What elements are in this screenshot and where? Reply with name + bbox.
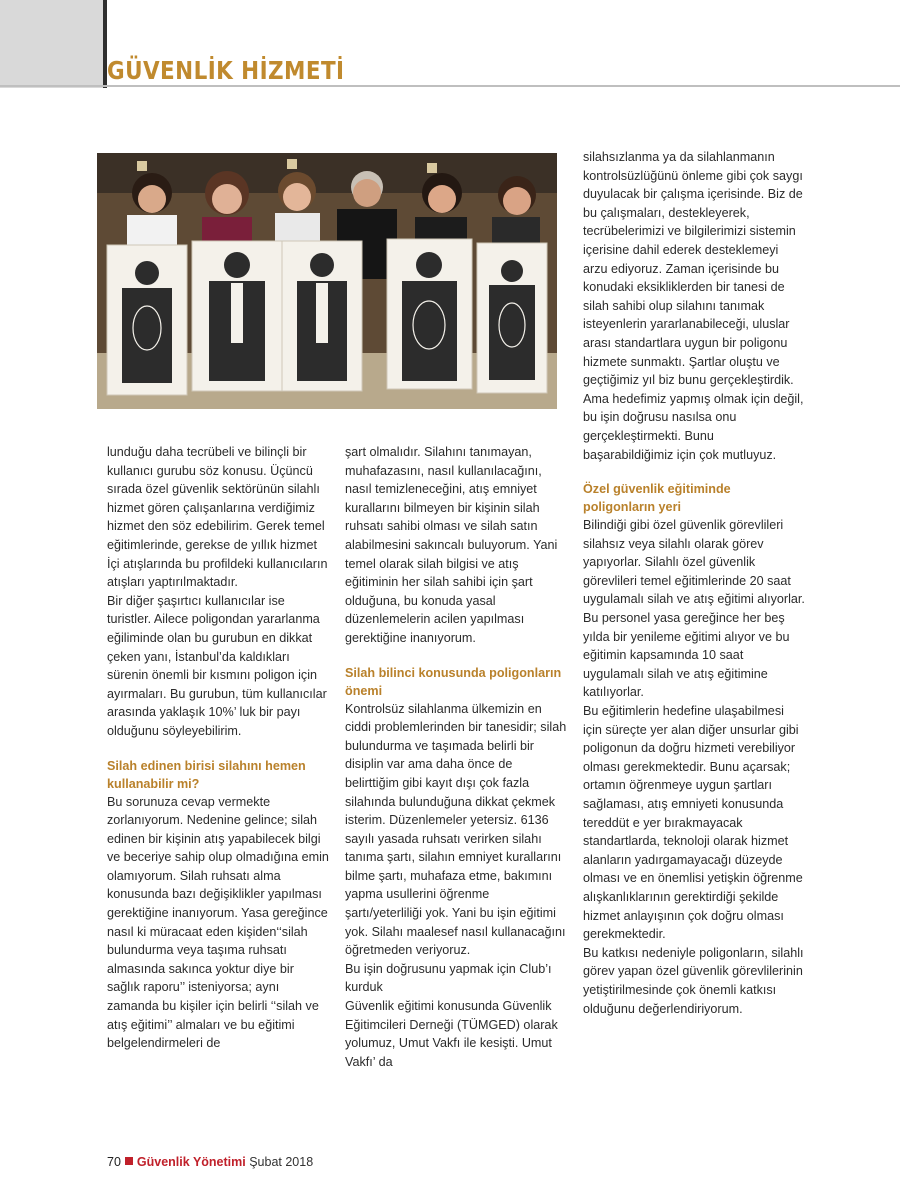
- paragraph: Bu işin doğrusunu yapmak için Club’ı kurduk: [345, 961, 552, 995]
- magazine-name: Güvenlik Yönetimi: [136, 1155, 246, 1169]
- header-gray-block: [0, 0, 103, 88]
- header-horizontal-rule: [0, 85, 900, 87]
- paragraph: Bir diğer şaşırtıcı kullanıcılar ise turistler. Ailece poligondan yararlanma eğiliminde olan bu gurubun en dikkat çeken yanı, İstanbul’da kaldıkları sürenin önemli bir kısmını poligon için ayırmaları. Bu gurubun, tüm kullanıcılar arasında yaklaşık 10%’ luk bir payı olduğunu söyleyebilirim.: [107, 593, 327, 738]
- paragraph: Bu eğitimlerin hedefine ulaşabilmesi için süreçte yer alan diğer unsurlar gibi poligonun da doğru hizmeti verebiliyor olması gerekmektedir. Bunu açarsak; ortamın öğrenmeye uygun şartları sağlaması, atış emniyeti konusunda tereddüt e yer bırakmayacak standartlarda, teknoloji olarak hizmet alanların yadırgamayacağı düzeyde olması ve en önemlisi yetişkin öğrenme alışkanlıklarının gerektirdiği şekilde hizmet anlayışının çok doğru olması gerekmektedir.: [583, 704, 803, 942]
- paragraph: Güvenlik eğitimi konusunda Güvenlik Eğitimcileri Derneği (TÜMGED) olarak yolumuz, Umut Vakfı ile kesişti. Umut Vakfı’ da: [345, 999, 558, 1069]
- paragraph: Bilindiği gibi özel güvenlik görevlileri silahsız veya silahlı olarak görev yapıyorlar. Silahlı özel güvenlik görevlileri temel eğitimlerinde 20 saat uygulamalı silah ve atış eğitimi alıyorlar. Bu personel yasa gereğince her beş yılda bir yenileme eğitimi alıyor ve bu eğitimin kapsamında 10 saat uygulamalı silah ve atış eğitimine katılıyorlar.: [583, 518, 805, 700]
- paragraph: Bu katkısı nedeniyle poligonların, silahlı görev yapan özel güvenlik görevlilerinin yetiştirilmesinde çok önemli katkısı olduğunu değerlendiriyorum.: [583, 945, 804, 1016]
- text-column-2: [345, 443, 567, 1071]
- subheading: Silah bilinci konusunda poligonların önemi: [345, 665, 562, 698]
- text-column-3: [583, 148, 805, 1018]
- issue-date: Şubat 2018: [249, 1155, 314, 1169]
- subheading: Özel güvenlik eğitiminde poligonların yeri: [583, 482, 731, 515]
- text-column-1: [107, 443, 329, 1053]
- page-number: 70: [107, 1155, 121, 1169]
- paragraph-spacer: [583, 464, 805, 480]
- paragraph: Bu sorunuza cevap vermekte zorlanıyorum. Nedenine gelince; silah edinen bir kişinin atış yapabilecek bilgi ve beceriye sahip olup olmadığına emin olamıyorum. Silah ruhsatı alma konusunda bazı değişiklikler yapılması gerektiğine inanıyorum. Yasa gereğince nasıl ki müracaat eden kişiden‘‘silah bulundurma veya taşıma ruhsatı almasında sakınca yoktur diye bir sağlık raporu’’ isteniyorsa; aynı zamanda bu kişiler için belirli ‘‘silah ve atış eğitimi’’ almaları ve bu eğitimi belgelendirmeleri de: [107, 794, 329, 1051]
- subheading: Silah edinen birisi silahını hemen kullanabilir mi?: [107, 758, 306, 791]
- group-photo-illustration: [97, 153, 557, 409]
- paragraph: Kontrolsüz silahlanma ülkemizin en ciddi problemlerinden bir tanesidir; silah bulundurma ve taşımada belirli bir disiplin var ama daha önce de belirttiğim gibi kayıt dışı çok fazla silahında bulunduğuna dikkat çekmek isterim. Düzenlemeler yetersiz. 6136 sayılı yasada ruhsatı verirken silahı tanıma şartı, silahın emniyet kurallarını bilme şartı, muhafaza etme, bakımını yapma usullerini öğrenme şartı/yeterliliği yok. Yani bu işin eğitimi yok. Silahı maalesef nasıl kullanacağını öğretmeden veriyoruz.: [345, 701, 567, 958]
- section-title: GÜVENLİK HİZMETİ: [107, 56, 345, 85]
- red-square-icon: [125, 1157, 133, 1165]
- paragraph-spacer: [107, 741, 329, 757]
- paragraph: şart olmalıdır. Silahını tanımayan, muhafazasını, nasıl kullanılacağını, nasıl temizleneceğini, atış emniyet kurallarını bilmeyen bir kişinin silah ruhsatı sahibi olması ve silah satın alabilmesini sakıncalı buluyorum. Yani temel olarak silah bilgisi ve atış eğitiminin her silah sahibi için şart olduğuna, bu konuda yasal düzenlemelerin acilen yapılması gerektiğine inanıyorum.: [345, 445, 558, 645]
- page-footer: [107, 1155, 313, 1169]
- group-photo: [97, 153, 557, 409]
- paragraph: silahsızlanma ya da silahlanmanın kontrolsüzlüğünü önleme gibi çok saygı duyulacak bir çalışma içerisinde. Biz de bu çalışmaları, destekleyerek, tecrübelerimizi ve bilgilerimizi sistemin içerisine dahil ederek desteklemeyi arzu ediyoruz. Zaman içerisinde bu konudaki eksikliklerden bir tanesi de silah sahibi olup silahını tanımak isteyenlerin yararlanabileceği, uluslar arası standartlara uygun bir poligonu hizmete sunmaktı. Şartlar oluştu ve geçtiğimiz yıl biz bunu gerçekleştirdik. Ama hedefimiz yapmış olmak için değil, bu işin doğrusu nasılsa onu gerçekleştirmekti. Bunu başarabildiğimiz için çok mutluyuz.: [583, 150, 804, 462]
- paragraph-spacer: [345, 648, 567, 664]
- paragraph: lunduğu daha tecrübeli ve bilinçli bir kullanıcı gurubu söz konusu. Üçüncü sırada özel güvenlik sektörünün silahlı hizmet gören çalışanlarına verdiğimiz hizmet den söz edebilirim. Gerek temel eğitimlerinde, gerekse de yıllık hizmet İçi atışlarında bu profildeki kullanıcıların atışları yaptırılmaktadır.: [107, 445, 328, 590]
